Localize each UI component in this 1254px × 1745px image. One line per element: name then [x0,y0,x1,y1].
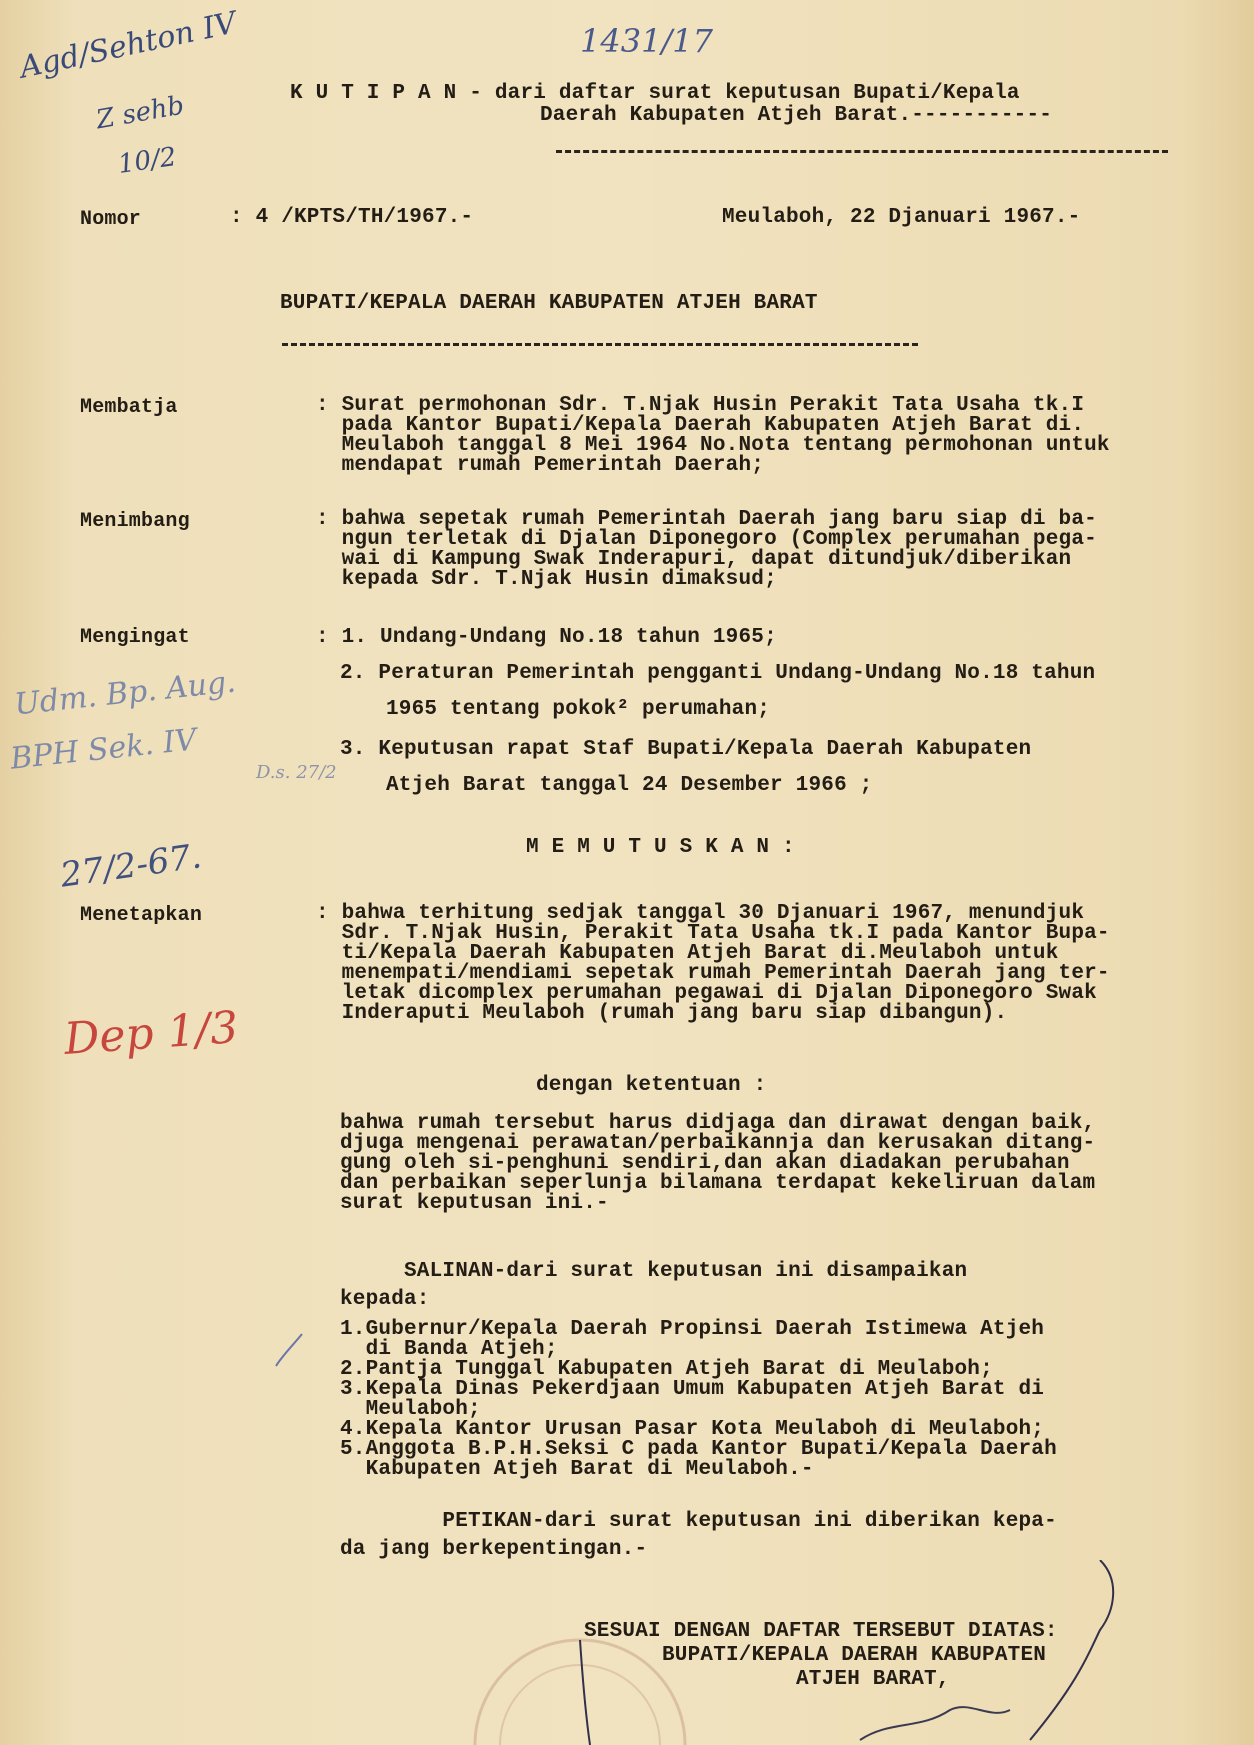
handwritten-side-date: 27/2-67. [57,836,205,896]
nomor-value: : 4 /KPTS/TH/1967.- [230,206,474,229]
salinan-intro: SALINAN-dari surat keputusan ini disampaikan kepada: [340,1260,968,1311]
memutuskan-heading: M E M U T U S K A N : [526,836,795,859]
handwritten-red-note: Dep 1/3 [62,1001,240,1066]
nomor-label: Nomor [80,208,142,231]
signature-line-3: ATJEH BARAT, [796,1668,950,1691]
handwritten-reference-number: 1431/17 [580,22,713,60]
kutipan-rest: - dari daftar surat keputusan Bupati/Kepala [469,82,1020,105]
handwritten-note-top-left: Agd/Sehton IV [16,5,240,86]
issuer-title-rule [282,343,918,346]
menimbang-text: : bahwa sepetak rumah Pemerintah Daerah jang baru siap di ba- ngun terletak di Djalan Diponegoro (Complex perumahan pega- wai di Kampung Swak Inderapuri, dapat ditundjuk/diberikan kepada Sdr. T.Njak Husin dimaksud; [316,508,1097,591]
handwritten-side-note-2: BPH Sek. IV [8,722,199,777]
kutipan-heading [290,82,1020,105]
issuer-title: BUPATI/KEPALA DAERAH KABUPATEN ATJEH BARAT [280,292,818,315]
handwritten-note-top-left-3: 10/2 [116,142,179,180]
membatja-text: : Surat permohonan Sdr. T.Njak Husin Perakit Tata Usaha tk.I pada Kantor Bupati/Kepala Daerah Kabupaten Atjeh Barat di. Meulaboh tanggal 8 Mei 1964 No.Nota tentang permohonan untuk mendapat rumah Pemerintah Daerah; [316,394,1110,477]
menimbang-label: Menimbang [80,510,190,533]
handwritten-note-top-left-2: Z sehb [94,90,187,136]
mengingat-item-2b: 1965 tentang pokok² perumahan; [386,698,771,721]
menetapkan-label: Menetapkan [80,904,203,927]
membatja-label: Membatja [80,396,178,419]
menetapkan-text: : bahwa terhitung sedjak tanggal 30 Djanuari 1967, menundjuk Sdr. T.Njak Husin, Perakit Tata Usaha tk.I pada Kantor Bupa- ti/Kepala Daerah Kabupaten Atjeh Barat di.Meulaboh untuk menempati/mendiami sepetak rumah Pemerintah Daerah jang ter- letak dicomplex perumahan pegawai di Djalan Diponegoro Swak Inderaputi Meulaboh (rumah jang baru siap dibangun). [316,902,1110,1025]
signature-scribble [560,1560,1180,1745]
header-rule [556,150,1168,153]
handwritten-side-note-1: Udm. Bp. Aug. [12,664,238,723]
mengingat-label: Mengingat [80,626,190,649]
blue-tick-mark [272,1330,312,1370]
mengingat-item-1: : 1. Undang-Undang No.18 tahun 1965; [316,626,777,649]
kutipan-line-2: Daerah Kabupaten Atjeh Barat.----------- [540,104,1053,127]
signature-line-1: SESUAI DENGAN DAFTAR TERSEBUT DIATAS: [584,1620,1058,1643]
salinan-list: 1.Gubernur/Kepala Daerah Propinsi Daerah Istimewa Atjeh di Banda Atjeh; 2.Pantja Tunggal Kabupaten Atjeh Barat di Meulaboh; 3.Kepala Dinas Pekerdjaan Umum Kabupaten Atjeh Barat di Meulaboh; 4.Kepala Kantor Urusan Pasar Kota Meulaboh di Meulaboh; 5.Anggota B.P.H.Seksi C pada Kantor Bupati/Kepala Daerah Kabupaten Atjeh Barat di Meulaboh.- [340,1318,1057,1481]
mengingat-item-3a: 3. Keputusan rapat Staf Bupati/Kepala Daerah Kabupaten [340,738,1032,761]
kutipan-word: K U T I P A N [290,82,457,105]
signature-line-2: BUPATI/KEPALA DAERAH KABUPATEN [662,1644,1047,1667]
mengingat-item-2a: 2. Peraturan Pemerintah pengganti Undang-Undang No.18 tahun [340,662,1096,685]
ketentuan-text: bahwa rumah tersebut harus didjaga dan dirawat dengan baik, djuga mengenai perawatan/perbaikannja dan kerusakan ditang- gung oleh si-penghuni sendiri,dan akan diadakan perubahan dan perbaikan seperlunja bilamana terdapat kekeliruan dalam surat keputusan ini.- [340,1112,1096,1215]
ketentuan-heading: dengan ketentuan : [536,1074,767,1097]
place-date: Meulaboh, 22 Djanuari 1967.- [722,206,1081,229]
handwritten-side-note-3: D.s. 27/2 [256,762,337,783]
mengingat-item-3b: Atjeh Barat tanggal 24 Desember 1966 ; [386,774,873,797]
petikan-text: PETIKAN-dari surat keputusan ini diberikan kepa- da jang berkepentingan.- [340,1510,1057,1561]
